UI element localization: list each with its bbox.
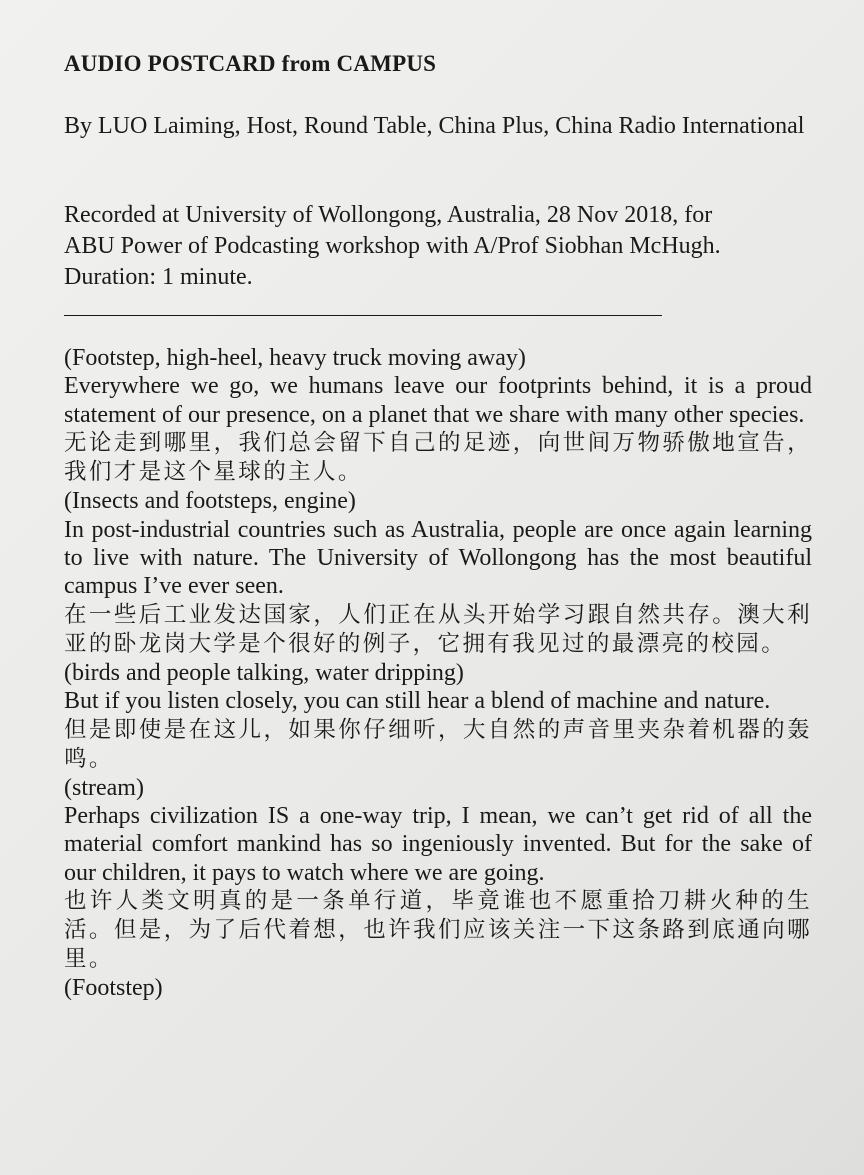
sound-cue: (stream): [64, 774, 144, 801]
english-paragraph: But if you listen closely, you can still hear a blend of machine and nature.: [64, 688, 771, 715]
english-paragraph: In post-industrial countries such as Australia, people are once again learning to live with nature. The University of Wollongong has the most beautiful campus I’ve ever seen.: [64, 516, 812, 600]
recording-workshop-line: ABU Power of Podcasting workshop with A/Prof Siobhan McHugh.: [64, 233, 721, 259]
chinese-paragraph: 在一些后工业发达国家，人们正在从头开始学习跟自然共存。澳大利亚的卧龙岗大学是个很好的例子，它拥有我见过的最漂亮的校园。: [64, 601, 812, 657]
chinese-paragraph: 也许人类文明真的是一条单行道，毕竟谁也不愿重拾刀耕火种的生活。但是，为了后代着想，也许我们应该关注一下这条路到底通向哪里。: [64, 888, 812, 973]
english-paragraph: Perhaps civilization IS a one-way trip, I mean, we can’t get rid of all the material comfort mankind has so ingeniously invented. But for the sake of our children, it pays to watch where we are going.: [64, 803, 812, 886]
chinese-paragraph: 但是即使是在这儿，如果你仔细听，大自然的声音里夹杂着机器的轰鸣。: [64, 716, 812, 772]
byline: By LUO Laiming, Host, Round Table, China Plus, China Radio International: [64, 113, 805, 139]
recording-info: [64, 200, 816, 293]
script-body: [64, 344, 812, 1003]
english-paragraph: Everywhere we go, we humans leave our footprints behind, it is a proud statement of our presence, on a planet that we share with many other species.: [64, 373, 812, 428]
divider-line: [64, 315, 662, 316]
sound-cue: (birds and people talking, water dripping): [64, 659, 464, 686]
recording-location-line: Recorded at University of Wollongong, Australia, 28 Nov 2018, for: [64, 202, 713, 228]
sound-cue: (Footstep): [64, 975, 163, 1002]
chinese-paragraph: 无论走到哪里，我们总会留下自己的足迹，向世间万物骄傲地宣告，我们才是这个星球的主人。: [64, 430, 812, 486]
duration-line: Duration: 1 minute.: [64, 264, 253, 290]
sound-cue: (Insects and footsteps, engine): [64, 488, 356, 515]
sound-cue: (Footstep, high-heel, heavy truck moving away): [64, 345, 526, 371]
document-title: AUDIO POSTCARD from CAMPUS: [64, 51, 437, 76]
